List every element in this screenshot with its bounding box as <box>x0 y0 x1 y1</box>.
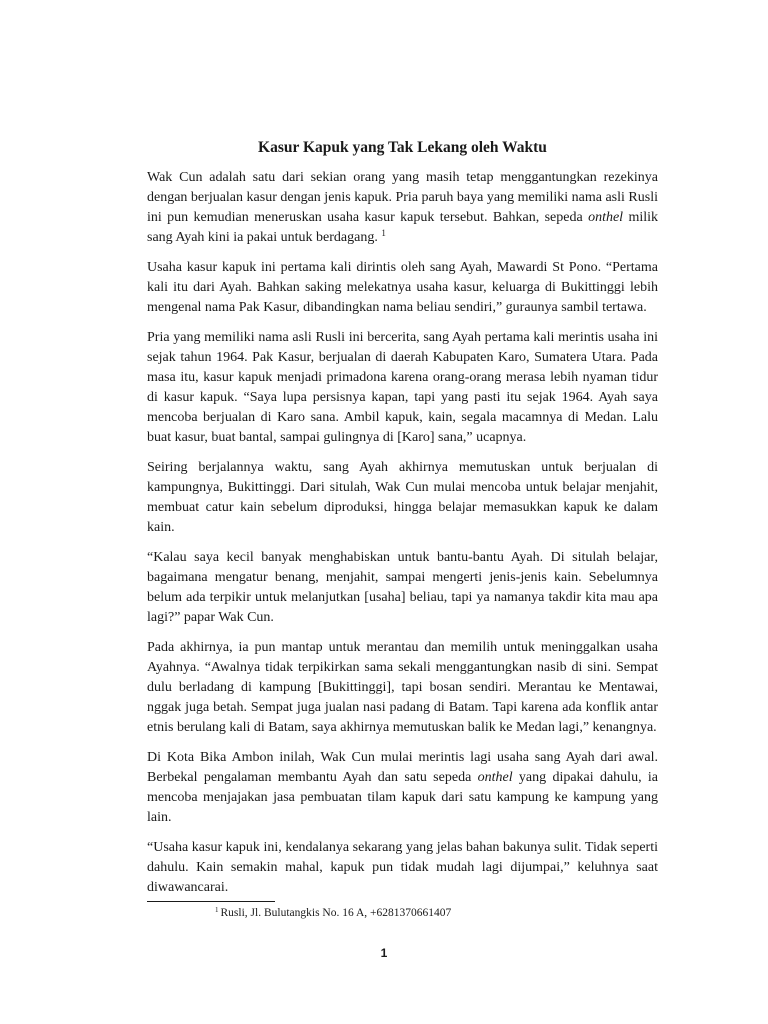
paragraph-1-text-start: Wak Cun adalah satu dari sekian orang yang masih tetap menggantungkan rezekinya dengan berjualan kasur dengan jenis kapuk. Pria paruh baya yang memiliki nama asli Rusli ini pun kemudian meneruskan usaha kasur kapuk tersebut. Bahkan, sepeda <box>147 170 658 225</box>
paragraph-6: Pada akhirnya, ia pun mantap untuk merantau dan memilih untuk meninggalkan usaha Ayahnya. “Awalnya tidak terpikirkan sama sekali menggantungkan nasib di sini. Sempat dulu berladang di kampung [Bukittinggi], tapi bosan sendiri. Merantau ke Mentawai, nggak juga betah. Sempat juga jualan nasi padang di Batam. Tapi karena ada konflik antar etnis berulang kali di Batam, saya akhirnya memutuskan balik ke Medan lagi,” kenangnya. <box>147 640 658 735</box>
paragraph-5: “Kalau saya kecil banyak menghabiskan untuk bantu-bantu Ayah. Di situlah belajar, bagaimana mengatur benang, menjahit, sampai mengerti jenis-jenis kain. Sebelumnya belum ada terpikir untuk melanjutkan [usaha] beliau, tapi ya namanya takdir kita mau apa lagi?” papar Wak Cun. <box>147 550 658 625</box>
paragraph-3: Pria yang memiliki nama asli Rusli ini bercerita, sang Ayah pertama kali merintis usaha ini sejak tahun 1964. Pak Kasur, berjualan di daerah Kabupaten Karo, Sumatera Utara. Pada masa itu, kasur kapuk menjadi primadona karena orang-orang merasa lebih nyaman tidur di kasur kapuk. “Saya lupa persisnya kapan, tapi yang pasti itu sejak 1964. Ayah saya mencoba berjualan di Karo sana. Ambil kapuk, kain, segala macamnya di Medan. Lalu buat kasur, buat bantal, sampai gulingnya di [Karo] sana,” ucapnya. <box>147 330 658 445</box>
footnote-number: 1 <box>215 906 219 914</box>
document-body <box>147 137 658 898</box>
page-number: 1 <box>380 946 388 960</box>
footnote-separator <box>147 901 275 902</box>
paragraph-2: Usaha kasur kapuk ini pertama kali dirintis oleh sang Ayah, Mawardi St Pono. “Pertama kali itu dari Ayah. Bahkan saking melekatnya usaha kasur, keluarga di Bukittinggi lebih mengenal nama Pak Kasur, dibandingkan nama beliau sendiri,” guraunya sambil tertawa. <box>147 260 658 315</box>
paragraph-7-text-end: yang dipakai dahulu, ia mencoba menjajakan jasa pembuatan tilam kapuk dari satu kampung ke kampung yang lain. <box>147 770 658 825</box>
paragraph-1 <box>147 168 658 248</box>
paragraph-1-italic-term: onthel <box>588 210 624 225</box>
footnote-reference[interactable]: 1 <box>381 228 386 238</box>
paragraph-8: “Usaha kasur kapuk ini, kendalanya sekarang yang jelas bahan bakunya sulit. Tidak seperti dahulu. Kain semakin mahal, kapuk pun tidak mudah lagi dijumpai,” keluhnya saat diwawancarai. <box>147 840 658 895</box>
footnote <box>215 905 451 921</box>
footnote-text: Rusli, Jl. Bulutangkis No. 16 A, +6281370661407 <box>220 907 452 919</box>
paragraph-7-italic-term: onthel <box>477 770 513 785</box>
document-title: Kasur Kapuk yang Tak Lekang oleh Waktu <box>258 139 547 156</box>
paragraph-7 <box>147 748 658 828</box>
paragraph-4: Seiring berjalannya waktu, sang Ayah akhirnya memutuskan untuk berjualan di kampungnya, Bukittinggi. Dari situlah, Wak Cun mulai mencoba untuk belajar menjahit, membuat catur kain sebelum diproduksi, hingga belajar memasukkan kapuk ke dalam kain. <box>147 460 658 535</box>
paragraph-1-text-end: milik sang Ayah kini ia pakai untuk berdagang. <box>147 210 659 245</box>
paragraph-7-text-start: Di Kota Bika Ambon inilah, Wak Cun mulai merintis lagi usaha sang Ayah dari awal. Berbekal pengalaman membantu Ayah dan satu sepeda <box>147 750 658 785</box>
